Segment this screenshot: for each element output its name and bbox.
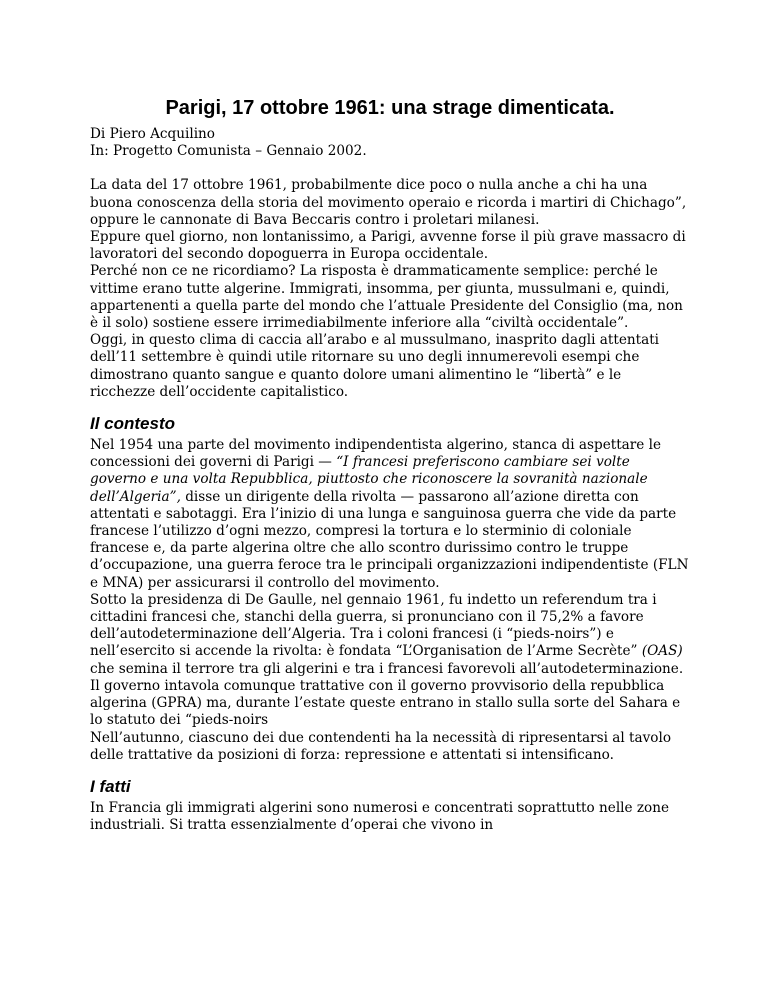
context-paragraph-3: Il governo intavola comunque trattative con il governo provvisorio della repubblica algerina (GPRA) ma, durante l’estate queste entrano in stallo sulla sorte del Sahara e lo statuto dei “pieds-noirs xyxy=(90,677,681,729)
context-p1-quote: “I francesi preferiscono cambiare sei volte governo e una volta Repubblica, piuttosto che riconoscere la sovranità nazionale dell’Algeria”, xyxy=(90,454,648,505)
context-p1-text-b: disse un dirigente della rivolta — passarono all’azione diretta con attentati e sabotaggi. Era l’inizio di una lunga e sanguinosa guerra che vide da parte francese l’utilizzo d’ogni mezzo, compresi la tortura e lo sterminio di coloniale francese e, da parte algerina oltre che allo scontro durissimo contro le truppe d’occupazione, una guerra feroce tra le principali organizzazioni indipendentiste (FLN e MNA) per assicurarsi il controllo del movimento. xyxy=(90,488,689,591)
author-line: Di Piero Acquilino xyxy=(90,126,215,142)
context-p1-text-a: Nel 1954 una parte del movimento indipendentista algerino, stanca di aspettare le concessioni dei governi di Parigi — xyxy=(90,437,662,471)
spacer xyxy=(90,160,690,177)
document-title: Parigi, 17 ottobre 1961: una strage dimenticata. xyxy=(165,97,615,119)
intro-paragraph-2: Eppure quel giorno, non lontanissimo, a Parigi, avvenne forse il più grave massacro di lavoratori del secondo dopoguerra in Europa occidentale. xyxy=(90,229,686,263)
intro-paragraph-4: Oggi, in questo clima di caccia all’arabo e al mussulmano, inasprito dagli attentati dell’11 settembre è quindi utile ritornare su uno degli innumerevoli esempi che dimostrano quanto sangue e quanto dolore umani alimentino le “libertà” e le ricchezze dell’occidente capitalistico. xyxy=(90,332,659,400)
context-paragraph-2 xyxy=(90,592,690,678)
facts-paragraph-1: In Francia gli immigrati algerini sono numerosi e concentrati soprattutto nelle zone industriali. Si tratta essenzialmente d’operai che vivono in xyxy=(90,799,670,834)
context-p2-oas: (OAS) xyxy=(641,643,683,660)
intro-paragraph-3: Perché non ce ne ricordiamo? La risposta è drammaticamente semplice: perché le vittime erano tutte algerine. Immigrati, insomma, per giunta, mussulmani e, quindi, appartenenti a quella parte del mondo che l’attuale Presidente del Consiglio (ma, non è il solo) sostiene essere irrimediabilmente inferiore alla “civiltà occidentale”. xyxy=(90,263,683,332)
context-paragraph-4: Nell’autunno, ciascuno dei due contendenti ha la necessità di ripresentarsi al tavolo delle trattative da posizioni di forza: repressione e attentati si intensificano. xyxy=(90,729,672,763)
section-heading-facts: I fatti xyxy=(90,776,131,796)
context-p2-text-b: che semina il terrore tra gli algerini e tra i francesi favorevoli all’autodeterminazione. xyxy=(90,660,684,677)
intro-paragraph-1: La data del 17 ottobre 1961, probabilmente dice poco o nulla anche a chi ha una buona conoscenza della storia del movimento operaio e ricorda i martiri di Chichago”, oppure le cannonate di Bava Beccaris contro i proletari milanesi. xyxy=(90,177,687,228)
context-paragraph-1 xyxy=(90,437,690,592)
context-p2-text-a: Sotto la presidenza di De Gaulle, nel gennaio 1961, fu indetto un referendum tra i cittadini francesi che, stanchi della guerra, si pronunciano con il 75,2% a favore dell’autodeterminazione dell’Algeria. Tra i coloni francesi (i “pieds-noirs”) e nell’esercito si accende la rivolta: è fondata “L’Organisation de l’Arme Secrète” xyxy=(90,591,657,660)
source-line: In: Progetto Comunista – Gennaio 2002. xyxy=(90,143,367,160)
section-heading-context: Il contesto xyxy=(90,414,176,434)
